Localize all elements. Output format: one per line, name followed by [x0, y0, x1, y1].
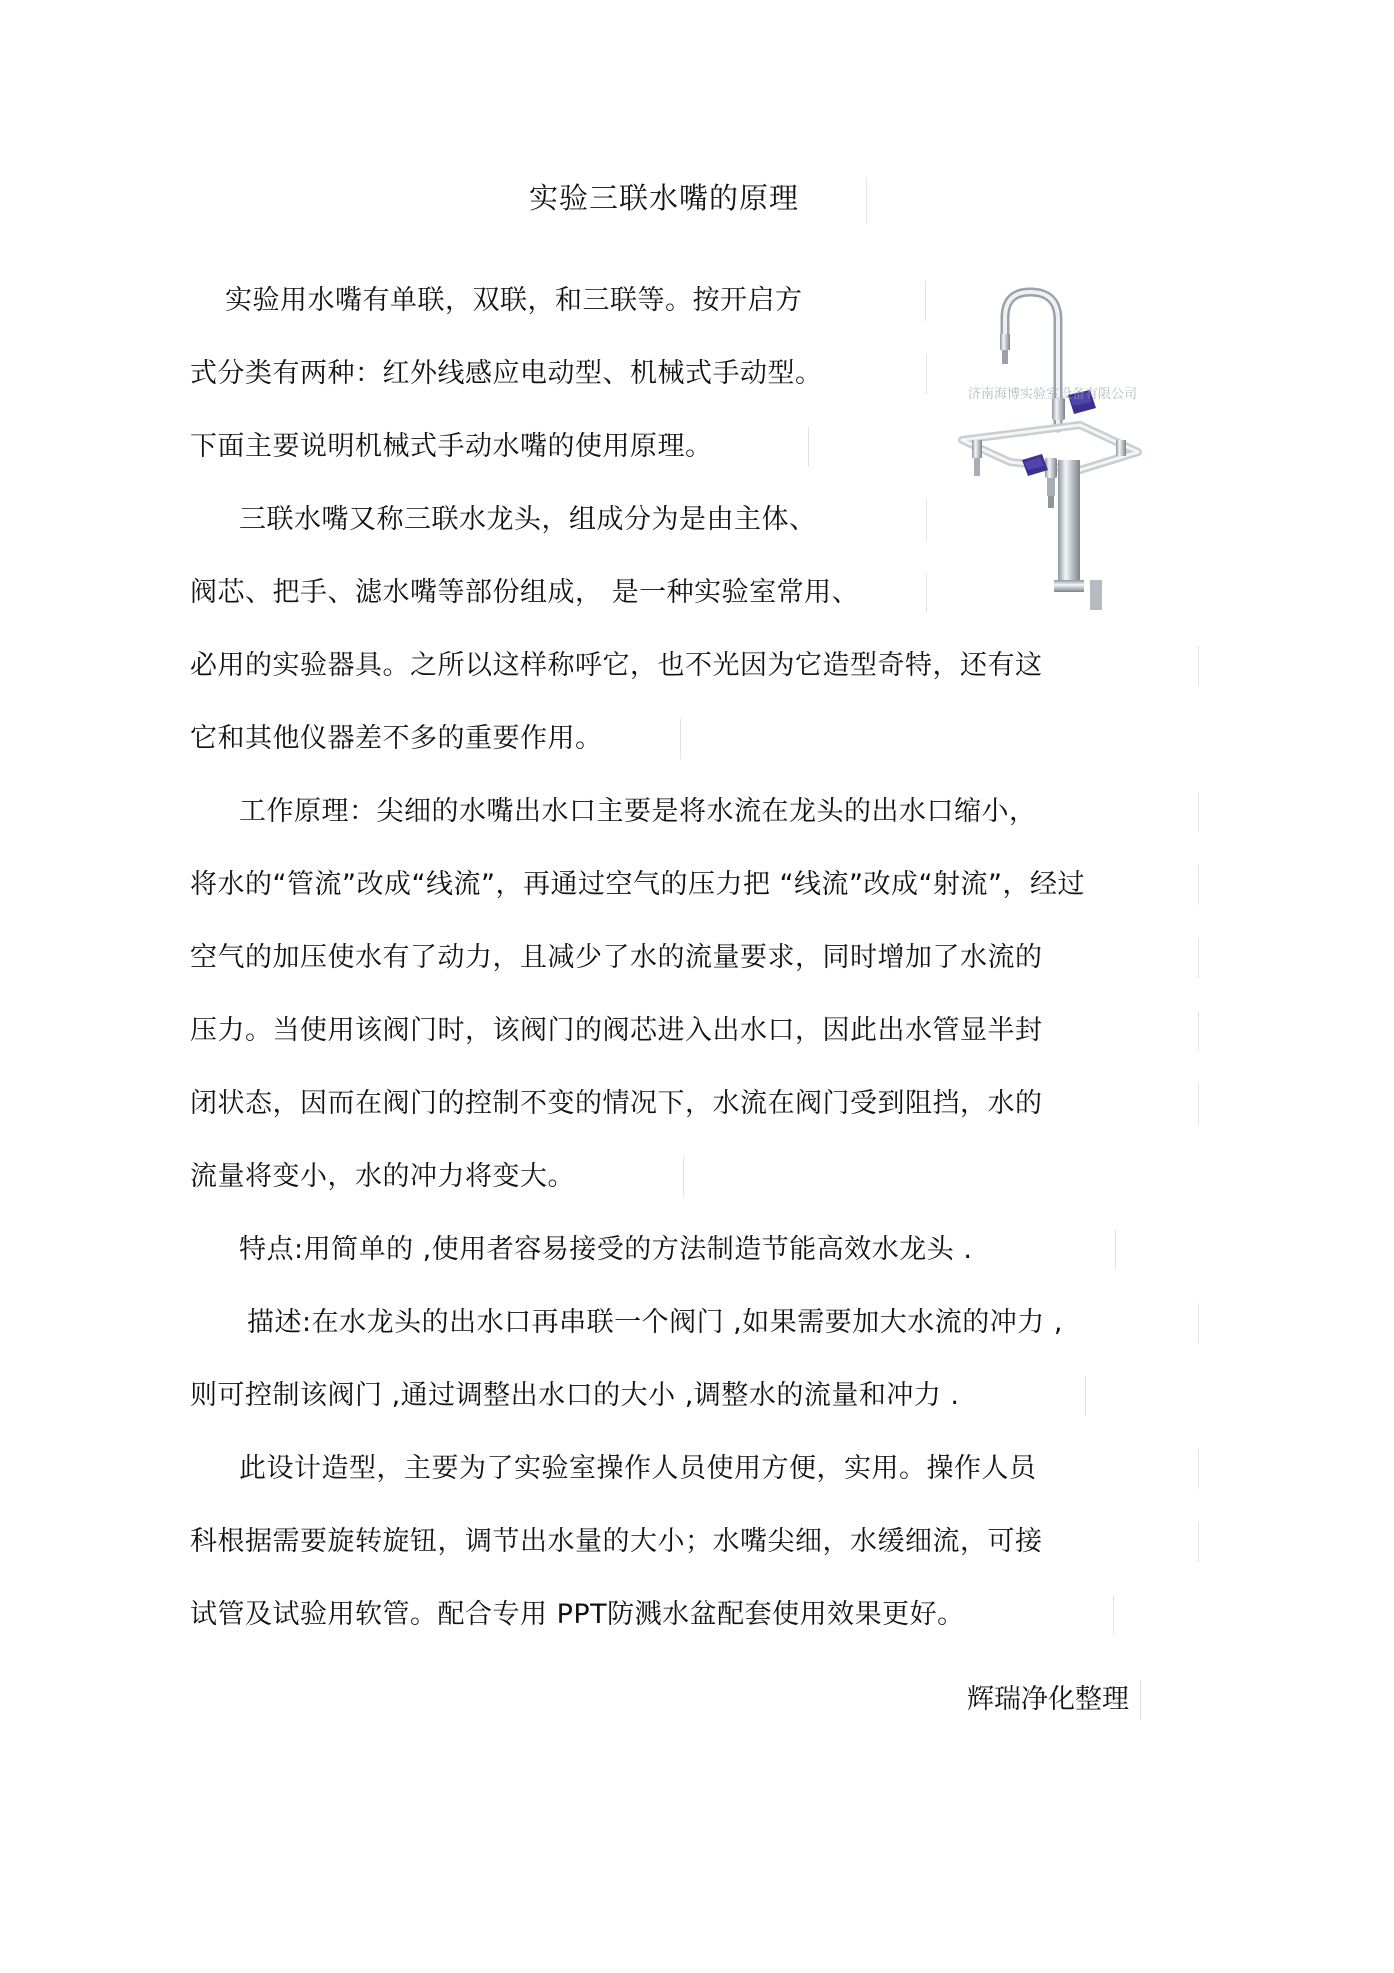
paragraph-line-9: 将水的“管流”改成“线流”，再通过空气的压力把 “线流”改成“射流”，经过 [190, 869, 1085, 900]
line-rule [1198, 792, 1199, 832]
paragraph-line-12: 闭状态，因而在阀门的控制不变的情况下，水流在阀门受到阻挡，水的 [190, 1088, 1043, 1119]
paragraph-line-2: 式分类有两种：红外线感应电动型、机械式手动型。 [190, 358, 823, 389]
line-rule [1198, 1084, 1199, 1124]
paragraph-line-16: 则可控制该阀门 ,通过调整出水口的大小 ,调整水的流量和冲力 . [190, 1380, 960, 1411]
paragraph-line-4: 三联水嘴又称三联水龙头，组成分为是由主体、 [239, 504, 817, 535]
paragraph-line-7: 它和其他仪器差不多的重要作用。 [190, 723, 603, 754]
line-rule [925, 281, 926, 321]
line-rule [1198, 1522, 1199, 1562]
paragraph-line-8: 工作原理：尖细的水嘴出水口主要是将水流在龙头的出水口缩小， [239, 796, 1037, 827]
image-watermark: 济南海博实验室设备有限公司 [968, 387, 1138, 402]
line-rule [680, 719, 681, 759]
line-rule [1198, 1303, 1199, 1343]
signature: 辉瑞净化整理 [967, 1684, 1129, 1715]
line-rule [683, 1157, 684, 1197]
line-rule [808, 427, 809, 467]
line-rule [1198, 1449, 1199, 1489]
paragraph-line-5: 阀芯、把手、滤水嘴等部份组成， 是一种实验室常用、 [190, 577, 860, 608]
page-title: 实验三联水嘴的原理 [529, 181, 800, 215]
title-rule [866, 178, 867, 224]
line-rule [1085, 1376, 1086, 1416]
line-rule [1198, 938, 1199, 978]
line-rule [1198, 1011, 1199, 1051]
line-rule [926, 354, 927, 394]
paragraph-line-19: 试管及试验用软管。配合专用 PPT防溅水盆配套使用效果更好。 [190, 1599, 965, 1630]
paragraph-line-18: 科根据需要旋转旋钮，调节出水量的大小；水嘴尖细，水缓细流，可接 [190, 1526, 1043, 1557]
faucet-photo [950, 280, 1210, 610]
paragraph-line-3: 下面主要说明机械式手动水嘴的使用原理。 [190, 431, 713, 462]
paragraph-line-10: 空气的加压使水有了动力，且减少了水的流量要求，同时增加了水流的 [190, 942, 1043, 973]
paragraph-line-1: 实验用水嘴有单联，双联，和三联等。按开启方 [225, 285, 803, 316]
paragraph-line-6: 必用的实验器具。之所以这样称呼它，也不光因为它造型奇特，还有这 [190, 650, 1043, 681]
paragraph-line-11: 压力。当使用该阀门时，该阀门的阀芯进入出水口，因此出水管显半封 [190, 1015, 1043, 1046]
paragraph-line-14: 特点:用简单的 ,使用者容易接受的方法制造节能高效水龙头 . [239, 1234, 973, 1265]
line-rule [926, 500, 927, 540]
line-rule [1198, 646, 1199, 686]
paragraph-line-15: 描述:在水龙头的出水口再串联一个阀门 ,如果需要加大水流的冲力 , [247, 1307, 1063, 1338]
paragraph-line-13: 流量将变小，水的冲力将变大。 [190, 1161, 575, 1192]
line-rule [1113, 1595, 1114, 1635]
line-rule [1115, 1230, 1116, 1270]
paragraph-line-17: 此设计造型，主要为了实验室操作人员使用方便，实用。操作人员 [239, 1453, 1037, 1484]
line-rule [1198, 865, 1199, 905]
line-rule [1140, 1680, 1141, 1720]
line-rule [926, 573, 927, 613]
